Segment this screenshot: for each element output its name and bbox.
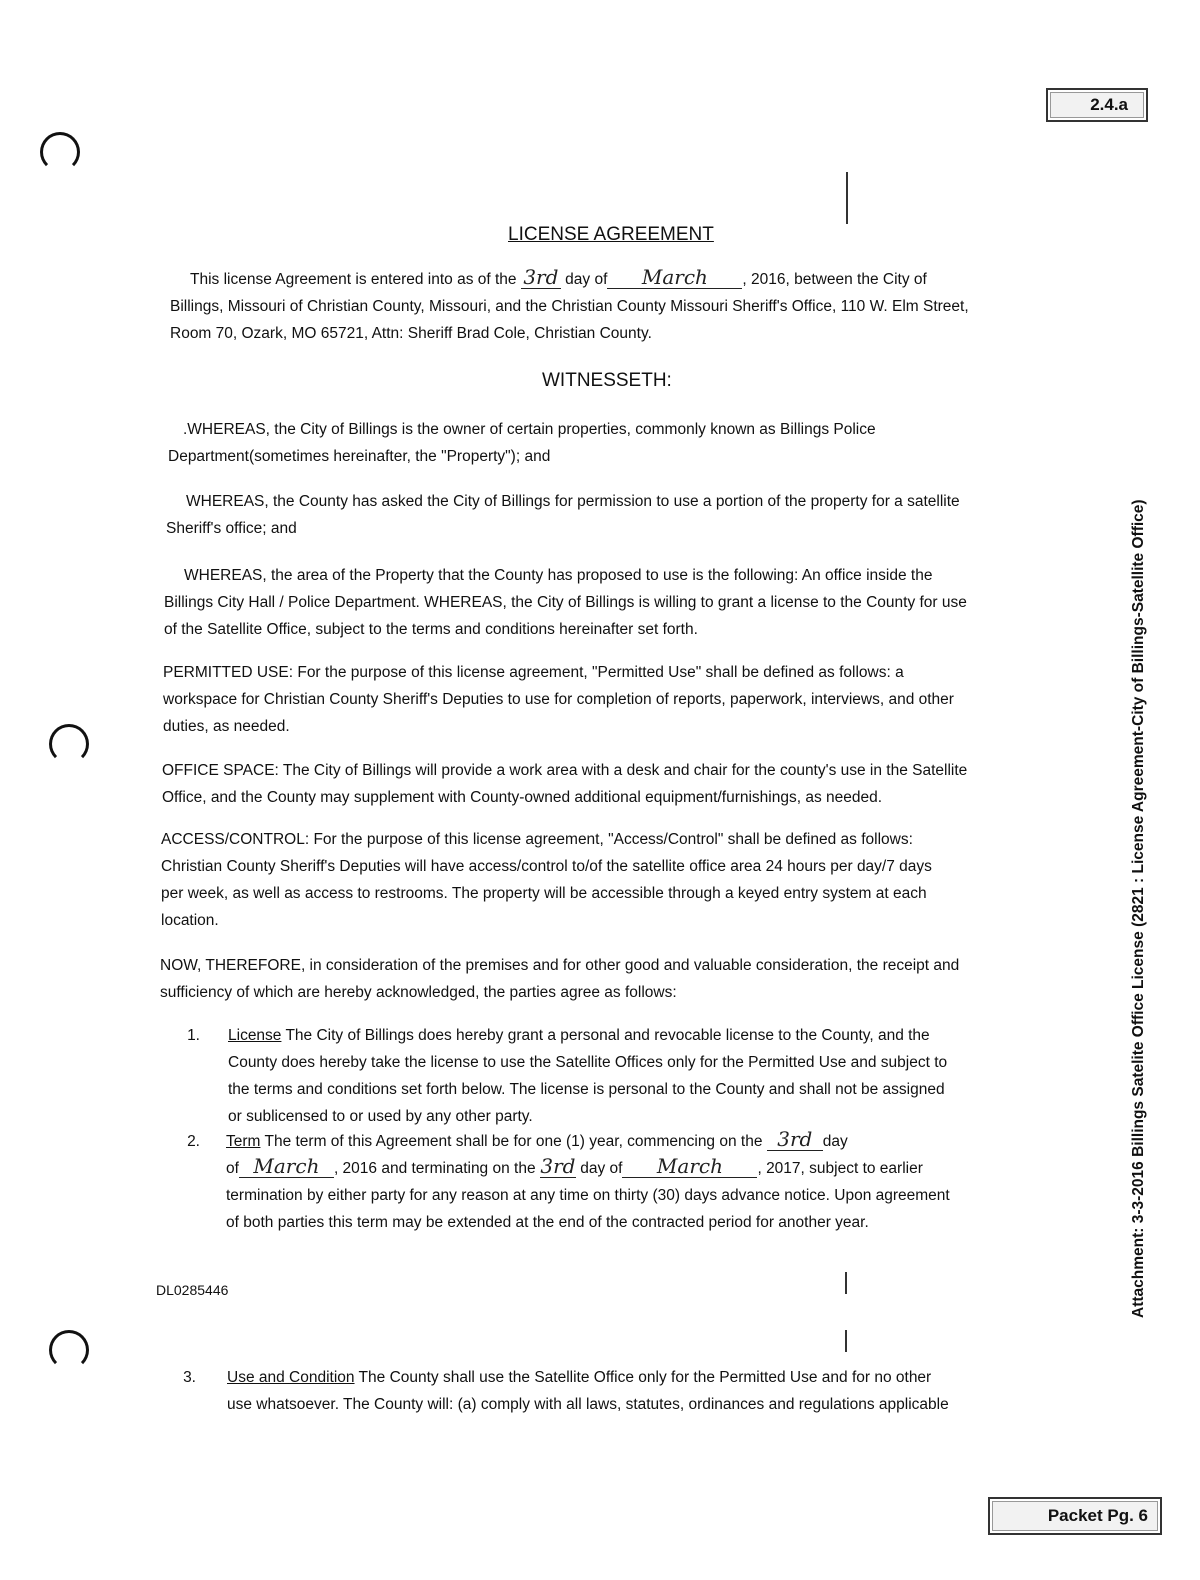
handwritten-day: 3rd [767,1128,823,1151]
document-id: DL0285446 [156,1282,229,1298]
permitted-use-paragraph: PERMITTED USE: For the purpose of this license agreement, "Permitted Use" shall be defined as follows: a workspace for Christian County Sheriff's Deputies to use for completion of reports, paperwork, interviews, and other duties, as needed. [163,664,954,735]
intro-line-3: Room 70, Ozark, MO 65721, Attn: Sheriff Brad Cole, Christian County. [170,325,652,342]
handwritten-day: 3rd [540,1154,576,1178]
list-item-term: 2. Term The term of this Agreement shall be for one (1) year, commencing on the 3rd day of March , 2016 and terminating on the 3rd day of March , 2017, subject to earlier termination by either party for any reason at any time on thirty (30) days advance notice. Upon agreement of both parties this term may be extended at the end of the contracted period for another year. [180,1128,1040,1236]
page-stamp-top [1046,88,1148,122]
intro-paragraph [170,266,1050,347]
side-attachment-label: Attachment: 3-3-2016 Billings Satelite Office License (2821 : License Agreement-City of Billings-Satellite Office) [1130,499,1147,1318]
stamp-top-text: 2.4.a [1090,95,1128,114]
scan-mark [845,1272,847,1294]
stamp-bottom-text: Packet Pg. 6 [1047,1506,1148,1525]
whereas-paragraph-1: .WHEREAS, the City of Billings is the owner of certain properties, commonly known as Billings Police Department(sometimes hereinafter, the "Property"); and [168,421,876,465]
now-therefore-paragraph: NOW, THEREFORE, in consideration of the premises and for other good and valuable consideration, the receipt and sufficiency of which are hereby acknowledged, the parties agree as follows: [160,957,960,1001]
whereas-paragraph-3: WHEREAS, the area of the Property that the County has proposed to use is the following: An office inside the Billings City Hall / Police Department. WHEREAS, the City of Billings is willing to grant a license to the County for use of the Satellite Office, subject to the terms and conditions hereinafter set forth. [164,567,967,638]
binder-hole-icon [49,1330,89,1370]
list-item-license: 1. License The City of Billings does hereby grant a personal and revocable license to the County, and the County does hereby take the license to use the Satellite Offices only for the Permitted Use and subject to the terms and conditions set forth below. The license is personal to the County and shall not be assigned or sublicensed to or used by any other party. [180,1022,1040,1130]
list-item-heading: Term [226,1133,261,1150]
list-item-number: 1. [187,1027,200,1044]
list-item-heading: Use and Condition [227,1369,355,1386]
access-control-paragraph: ACCESS/CONTROL: For the purpose of this license agreement, "Access/Control" shall be defined as follows: Christian County Sheriff's Deputies will have access/control to/of the satellite office area 24 hours per day/7 days per week, as well as access to restrooms. The property will be accessible through a keyed entry system at each location. [161,831,932,929]
list-item-use-and-condition: 3. Use and Condition The County shall use the Satellite Office only for the Permitted Use and for no other use whatsoever. The County will: (a) comply with all laws, statutes, ordinances and regulations applicable [176,1364,1046,1418]
handwritten-month: March [622,1155,757,1178]
intro-line-1: This license Agreement is entered into as of the 3rd day of March , 2016, between the City of [190,265,927,289]
witnesseth-heading: WITNESSETH: [542,370,672,391]
binder-hole-icon [40,132,80,172]
list-item-number: 2. [187,1133,200,1150]
intro-line-2: Billings, Missouri of Christian County, Missouri, and the Christian County Missouri Sheriff's Office, 110 W. Elm Street, [170,298,969,315]
scan-mark [845,1330,847,1352]
scan-mark [846,172,848,224]
handwritten-month: March [239,1155,334,1178]
binder-hole-icon [49,724,89,764]
whereas-paragraph-2: WHEREAS, the County has asked the City of Billings for permission to use a portion of the property for a satellite Sheriff's office; and [166,493,960,537]
page-stamp-bottom [988,1497,1162,1535]
handwritten-day: 3rd [521,266,561,289]
document-title: LICENSE AGREEMENT [508,224,714,245]
handwritten-month: March [607,266,742,289]
list-item-heading: License [228,1027,282,1044]
office-space-paragraph: OFFICE SPACE: The City of Billings will provide a work area with a desk and chair for the county's use in the Satellite Office, and the County may supplement with County-owned additional equipment/furnishings, as needed. [162,762,968,806]
list-item-number: 3. [183,1369,196,1386]
